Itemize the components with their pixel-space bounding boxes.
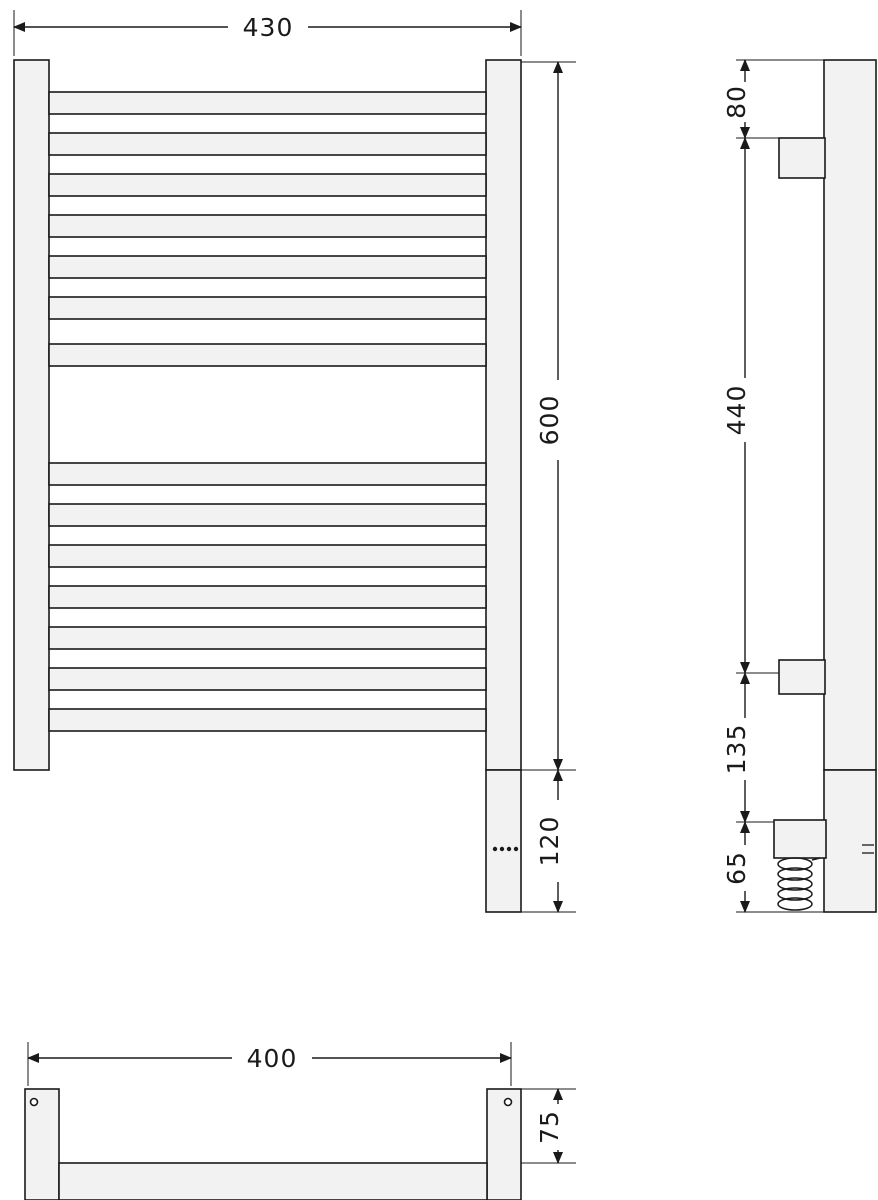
- rail-6: [49, 297, 486, 319]
- right-bracket: [487, 1089, 521, 1200]
- rail-4: [49, 215, 486, 237]
- dim-label-front-height: 600: [535, 394, 564, 446]
- rail-12: [49, 627, 486, 649]
- top-connecting-bar: [59, 1163, 487, 1200]
- rail-10: [49, 545, 486, 567]
- front-left-post: [14, 60, 49, 770]
- rail-3: [49, 174, 486, 196]
- rail-11: [49, 586, 486, 608]
- rail-5: [49, 256, 486, 278]
- dim-label-top-depth: 75: [535, 1110, 564, 1144]
- top-view: [25, 1089, 521, 1200]
- power-connector: [774, 820, 826, 858]
- dim-label-front-tail: 120: [535, 815, 564, 867]
- side-dim-lines: [736, 60, 824, 912]
- mounting-hole-left: [31, 1099, 38, 1106]
- side-post-tail: [824, 770, 876, 912]
- coiled-cable: [778, 858, 820, 910]
- dim-label-side-440: 440: [722, 384, 751, 436]
- dim-label-side-80: 80: [722, 85, 751, 119]
- dim-label-top-width: 400: [246, 1044, 298, 1073]
- bracket-lower: [779, 660, 825, 694]
- dim-label-side-65: 65: [722, 851, 751, 885]
- front-rails: [49, 92, 486, 731]
- front-right-post: [486, 60, 521, 770]
- rail-13: [49, 668, 486, 690]
- front-right-post-tail: [486, 770, 521, 912]
- rail-9: [49, 504, 486, 526]
- side-view: [774, 60, 876, 912]
- rail-1: [49, 92, 486, 114]
- dim-label-front-width: 430: [242, 13, 294, 42]
- rail-2: [49, 133, 486, 155]
- rail-7: [49, 344, 486, 366]
- side-main-post: [824, 60, 876, 770]
- mounting-hole-right: [505, 1099, 512, 1106]
- rail-14: [49, 709, 486, 731]
- front-view: [14, 60, 521, 912]
- rail-8: [49, 463, 486, 485]
- left-bracket: [25, 1089, 59, 1200]
- bracket-upper: [779, 138, 825, 178]
- dim-label-side-135: 135: [722, 723, 751, 775]
